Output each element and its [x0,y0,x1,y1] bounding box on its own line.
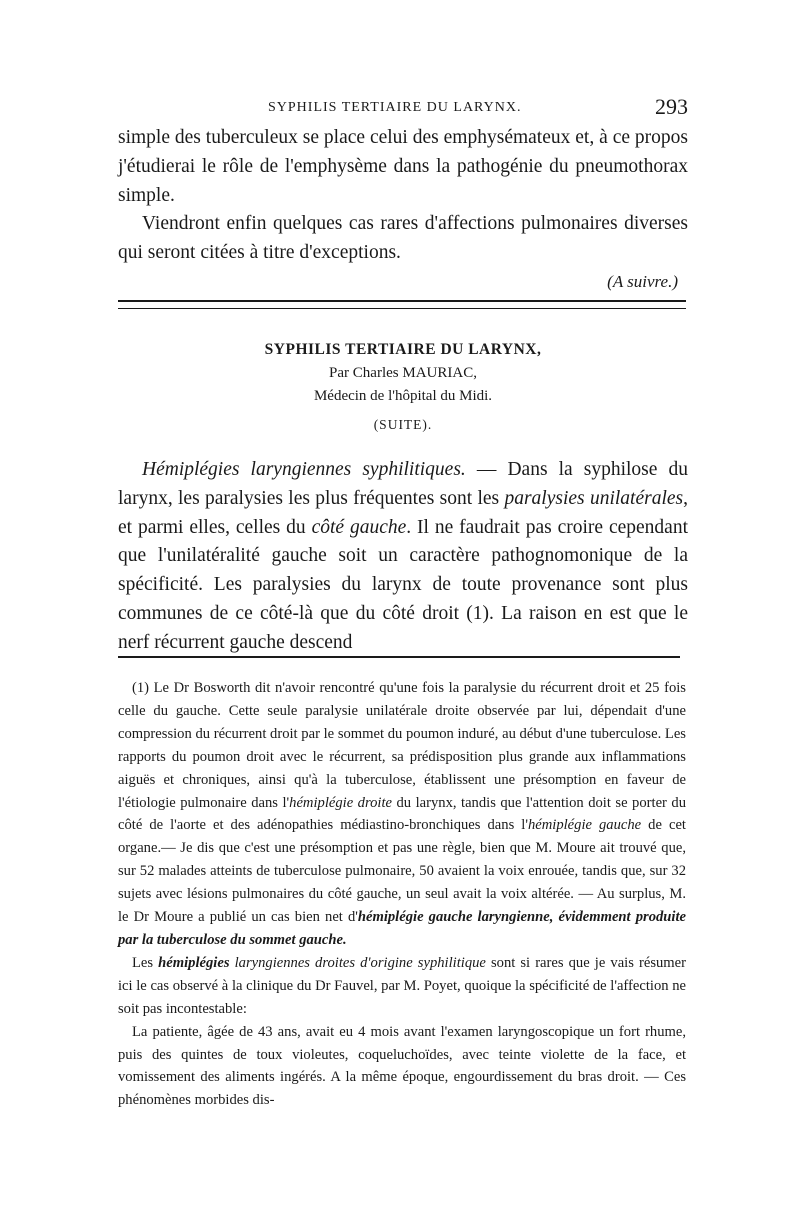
continuation-paragraph: simple des tuberculeux se place celui des emphysémateux et, à ce propos j'étudierai le rôle de l'emphysème dans la pathogénie du pneumothorax simple. [118,127,688,206]
article-title: SYPHILIS TERTIAIRE DU LARYNX, [264,341,542,358]
footnote-1: (1) Le Dr Bosworth dit n'avoir rencontré qu'une fois la paralysie du récurrent droit et 25 fois celle du gauche. Cette seule paralysie unilatérale droite observée par lui, dépendait d'une compression du récurrent droit par le sommet du poumon induré, au début d'une tuberculose. Les rapports du poumon droit avec le récurrent, sa prédisposition plus grande aux inflammations aiguës et chroniques, ainsi qu'à la tuberculose, établissent une présomption en faveur de l'étiologie pulmonaire dans l'hémiplégie droite du larynx, tandis que l'attention doit se porter du côté de l'aorte et des adénopathies médiastino-bronchiques dans l'hémiplégie gauche de cet organe.— Je dis que c'est une présomption et pas une règle, bien que M. Moure ait trouvé que, sur 52 malades atteints de tuberculose pulmonaire, 50 avaient la voix enrouée, tandis que, sur 32 sujets avec lésions pulmonaires du côté gauche, un seul avait la voix altérée. — Au surplus, M. le Dr Moure a publié un cas bien net d'hémiplégie gauche laryngienne, évidemment produite par la tuberculose du sommet gauche. [118,680,686,948]
author-affiliation: Médecin de l'hôpital du Midi. [313,388,493,404]
article-author: Par Charles MAURIAC, [329,365,477,381]
footnotes [118,677,686,1112]
running-title: SYPHILIS TERTIAIRE DU LARYNX. [268,100,522,115]
section-divider [118,300,686,309]
footnote-paragraph-3: La patiente, âgée de 43 ans, avait eu 4 mois avant l'examen laryngoscopique un fort rhume, puis des quintes de toux violeutes, coqueluchoïdes, avec teinte violette de la face, et vomissement des aliments ingérés. A la même époque, engourdissement du bras droit. — Ces phénomènes morbides dis- [118,1023,686,1109]
to-be-continued: (A suivre.) [607,271,678,291]
footnote-divider [118,656,680,658]
article-continued-label: (SUITE). [373,417,433,432]
section-heading: Hémiplégies laryngiennes syphilitiques. [142,459,466,480]
footnote-paragraph-2: Les hémiplégies laryngiennes droites d'origine syphilitique sont si rares que je vais résumer ici le cas observé à la clinique du Dr Fauvel, par M. Poyet, quoique la spécificité de l'affection ne soit pas incontestable: [118,954,686,1017]
continuation-text [118,124,688,297]
closing-paragraph: Viendront enfin quelques cas rares d'affections pulmonaires diverses qui seront citées à titre d'exceptions. [118,213,688,264]
page-number: 293 [655,94,688,119]
main-paragraph: Hémiplégies laryngiennes syphilitiques. — Dans la syphilose du larynx, les paralysies les plus fréquentes sont les paralysies unilatérales, et parmi elles, celles du côté gauche. Il ne faudrait pas croire cependant que l'unilatéralité gauche soit un caractère pathognomonique de la spécificité. Les paralysies du larynx de toute provenance sont plus communes de ce côté-là que du côté droit (1). La raison en est que le nerf récurrent gauche descend [118,459,688,653]
article-heading [118,338,688,438]
